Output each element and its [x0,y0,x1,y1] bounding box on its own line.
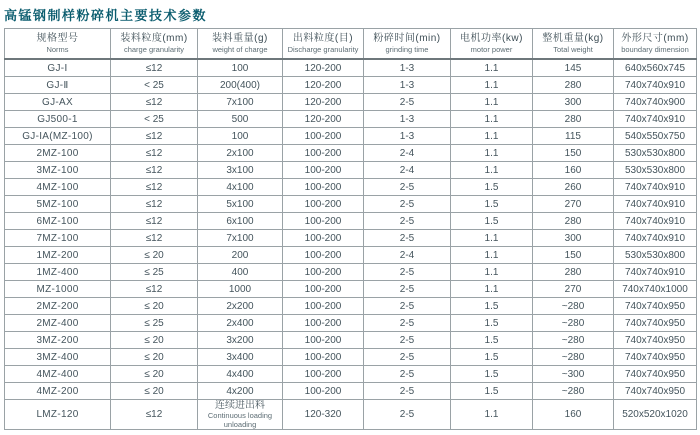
model-cell: 3MZ-100 [5,162,111,179]
table-cell: 280 [533,264,614,281]
table-row [5,162,697,179]
table-cell: 2-5 [364,281,451,298]
table-cell: 100-200 [283,179,364,196]
table-cell: 640x560x745 [614,59,697,77]
table-row [5,128,697,145]
table-cell: 100-200 [283,145,364,162]
column-header-en: charge granularity [123,45,185,54]
table-cell: 145 [533,59,614,77]
table-cell: 120-200 [283,77,364,94]
table-cell: 740x740x910 [614,230,697,247]
table-cell: 150 [533,247,614,264]
table-cell: 300 [533,94,614,111]
table-cell: 2x400 [198,315,283,332]
table-cell: 2-5 [364,196,451,213]
table-cell: ≤ 20 [111,332,198,349]
table-cell: ≤12 [111,213,198,230]
table-cell: 1.5 [451,196,533,213]
model-cell: 6MZ-100 [5,213,111,230]
column-header-en: Discharge granularity [287,45,359,54]
table-cell: 1-3 [364,77,451,94]
table-cell: 7x100 [198,230,283,247]
column-header-en: Total weight [553,45,593,54]
table-cell: 4x100 [198,179,283,196]
header-row [5,29,697,60]
table-cell: 120-200 [283,111,364,128]
table-cell: < 25 [111,111,198,128]
table-cell: 1.1 [451,145,533,162]
table-cell: ≤12 [111,196,198,213]
column-header-1 [5,29,111,60]
table-row [5,77,697,94]
table-cell: ~280 [533,383,614,400]
model-cell: 7MZ-100 [5,230,111,247]
table-cell: 740x740x910 [614,111,697,128]
table-row [5,315,697,332]
table-cell: ≤12 [111,59,198,77]
table-row [5,349,697,366]
table-cell: ≤12 [111,400,198,430]
table-cell: 1.5 [451,383,533,400]
column-header-zh: 规格型号 [36,33,79,44]
model-cell: LMZ-120 [5,400,111,430]
table-row [5,281,697,298]
model-cell: 4MZ-100 [5,179,111,196]
table-cell: 280 [533,111,614,128]
table-cell: 500 [198,111,283,128]
table-cell: ≤ 20 [111,366,198,383]
model-cell: 2MZ-400 [5,315,111,332]
cell-line: Continuous loading [207,411,273,420]
table-cell: 1.5 [451,332,533,349]
table-cell: 2-5 [364,94,451,111]
table-cell: 1.5 [451,298,533,315]
column-header-zh: 外形尺寸(mm) [621,33,689,44]
table-cell: 2-5 [364,383,451,400]
column-header-en: grinding time [385,45,429,54]
table-cell: 270 [533,196,614,213]
table-cell: 7x100 [198,94,283,111]
table-cell: ≤ 20 [111,247,198,264]
table-cell: 2-4 [364,145,451,162]
table-cell: 740x740x910 [614,213,697,230]
table-cell: 3x400 [198,349,283,366]
table-cell: 1.5 [451,179,533,196]
model-cell: 4MZ-200 [5,383,111,400]
column-header-2 [111,29,198,60]
table-row [5,247,697,264]
table-cell: 100-200 [283,349,364,366]
table-cell: 2-5 [364,349,451,366]
table-cell: 1.5 [451,366,533,383]
table-cell: ≤12 [111,94,198,111]
table-cell: ≤12 [111,179,198,196]
column-header-zh: 粉碎时间(min) [373,33,441,44]
table-cell: 4x200 [198,383,283,400]
table-cell: 1-3 [364,111,451,128]
table-cell: 1-3 [364,59,451,77]
table-cell: 100-200 [283,264,364,281]
table-row [5,196,697,213]
table-cell: 2-5 [364,400,451,430]
table-cell: 530x530x800 [614,162,697,179]
model-cell: GJ500-1 [5,111,111,128]
table-row [5,111,697,128]
column-header-zh: 整机重量(kg) [542,33,604,44]
table-cell: ≤ 20 [111,298,198,315]
table-cell: 1.1 [451,128,533,145]
page-title: 高锰钢制样粉碎机主要技术参数 [4,8,208,23]
table-cell: 5x100 [198,196,283,213]
column-header-zh: 装料重量(g) [212,33,268,44]
table-cell: 1.1 [451,94,533,111]
table-body [5,59,697,430]
column-header-en: Norms [46,45,69,54]
table-cell: 3x100 [198,162,283,179]
table-row [5,298,697,315]
table-cell: 100-200 [283,366,364,383]
table-cell: 100-200 [283,332,364,349]
model-cell: 2MZ-100 [5,145,111,162]
table-cell: 100-200 [283,298,364,315]
table-cell: 740x740x950 [614,315,697,332]
table-cell: 740x740x910 [614,196,697,213]
model-cell: GJ-Ⅰ [5,59,111,77]
table-cell: 2-4 [364,247,451,264]
model-cell: 1MZ-200 [5,247,111,264]
table-cell: 1.1 [451,230,533,247]
table-cell: 520x520x1020 [614,400,697,430]
table-cell: ~280 [533,349,614,366]
table-cell: 2-5 [364,366,451,383]
column-header-en: motor power [470,45,513,54]
table-row [5,230,697,247]
spec-table [4,28,697,430]
column-header-zh: 电机功率(kw) [460,33,523,44]
table-cell: 1.1 [451,247,533,264]
table-cell: < 25 [111,77,198,94]
table-cell: 100-200 [283,213,364,230]
table-cell: 100-200 [283,128,364,145]
table-cell: 1.1 [451,264,533,281]
table-cell: 530x530x800 [614,247,697,264]
table-cell: 100 [198,59,283,77]
table-cell: ≤ 25 [111,264,198,281]
model-cell: GJ-AX [5,94,111,111]
model-cell: 1MZ-400 [5,264,111,281]
table-cell: ≤12 [111,128,198,145]
table-cell: 1.1 [451,281,533,298]
column-header-4 [283,29,364,60]
table-cell: 260 [533,179,614,196]
table-row [5,59,697,77]
table-cell: 1-3 [364,128,451,145]
table-cell: 1.1 [451,162,533,179]
table-cell: 2-5 [364,315,451,332]
table-cell: ≤ 25 [111,315,198,332]
table-cell: 400 [198,264,283,281]
table-cell: 100-200 [283,196,364,213]
column-header-zh: 出料粒度(目) [292,33,354,44]
table-row [5,383,697,400]
table-cell: 100-200 [283,315,364,332]
table-cell: ≤ 20 [111,383,198,400]
table-cell: 200(400) [198,77,283,94]
table-cell: 1.1 [451,77,533,94]
table-cell: 2-5 [364,179,451,196]
column-header-8 [614,29,697,60]
page [0,5,700,435]
table-cell: 1.5 [451,349,533,366]
table-cell: 740x740x910 [614,77,697,94]
table-cell: 2x100 [198,145,283,162]
table-cell [198,400,283,430]
table-row [5,145,697,162]
table-cell: ≤12 [111,281,198,298]
table-cell: 150 [533,145,614,162]
table-cell: ≤12 [111,230,198,247]
table-row [5,332,697,349]
table-cell: 1.1 [451,59,533,77]
table-cell: 740x740x910 [614,264,697,281]
table-cell: 540x550x750 [614,128,697,145]
column-header-zh: 装料粒度(mm) [120,33,188,44]
table-cell: 740x740x910 [614,179,697,196]
table-cell: ~280 [533,298,614,315]
table-row [5,179,697,196]
table-row [5,400,697,430]
table-row [5,264,697,281]
column-header-6 [451,29,533,60]
table-cell: 100-200 [283,383,364,400]
table-cell: 2-4 [364,162,451,179]
table-cell: 1000 [198,281,283,298]
table-cell: 270 [533,281,614,298]
table-cell: 1.5 [451,213,533,230]
table-header [5,29,697,60]
table-cell: 100-200 [283,281,364,298]
column-header-en: boundary dimension [621,45,689,54]
table-cell: 2x200 [198,298,283,315]
model-cell: GJ-Ⅱ [5,77,111,94]
column-header-5 [364,29,451,60]
table-cell: 2-5 [364,298,451,315]
table-row [5,213,697,230]
table-cell: 740x740x950 [614,349,697,366]
table-cell: 740x740x950 [614,298,697,315]
table-cell: 2-5 [364,332,451,349]
model-cell: GJ-IA(MZ-100) [5,128,111,145]
table-cell: 120-200 [283,94,364,111]
model-cell: MZ-1000 [5,281,111,298]
table-cell: 100 [198,128,283,145]
table-cell: 115 [533,128,614,145]
table-cell: 1.1 [451,111,533,128]
table-cell: 100-200 [283,230,364,247]
table-row [5,366,697,383]
table-cell: 120-320 [283,400,364,430]
model-cell: 4MZ-400 [5,366,111,383]
table-cell: 740x740x950 [614,332,697,349]
table-cell: ≤12 [111,145,198,162]
table-cell: 280 [533,77,614,94]
table-row [5,94,697,111]
table-cell: 740x740x900 [614,94,697,111]
model-cell: 2MZ-200 [5,298,111,315]
model-cell: 5MZ-100 [5,196,111,213]
table-cell: 1.5 [451,315,533,332]
table-cell: ≤ 20 [111,349,198,366]
table-cell: 530x530x800 [614,145,697,162]
model-cell: 3MZ-200 [5,332,111,349]
table-cell: 740x740x1000 [614,281,697,298]
table-cell: 740x740x950 [614,383,697,400]
table-cell: 2-5 [364,213,451,230]
column-header-7 [533,29,614,60]
table-cell: 2-5 [364,264,451,281]
table-cell: 6x100 [198,213,283,230]
table-cell: ~280 [533,315,614,332]
model-cell: 3MZ-400 [5,349,111,366]
table-cell: 200 [198,247,283,264]
table-cell: ≤12 [111,162,198,179]
table-cell: 120-200 [283,59,364,77]
table-cell: 2-5 [364,230,451,247]
table-cell: 4x400 [198,366,283,383]
cell-line: 连续进出料 [215,400,265,411]
table-cell: 100-200 [283,247,364,264]
table-cell: 1.1 [451,400,533,430]
table-cell: ~280 [533,332,614,349]
table-cell: 160 [533,400,614,430]
table-cell: ~300 [533,366,614,383]
table-cell: 740x740x950 [614,366,697,383]
table-cell: 3x200 [198,332,283,349]
table-cell: 280 [533,213,614,230]
table-cell: 100-200 [283,162,364,179]
cell-line: unloading [223,419,257,429]
column-header-3 [198,29,283,60]
column-header-en: weight of charge [212,45,268,54]
table-cell: 160 [533,162,614,179]
table-cell: 300 [533,230,614,247]
